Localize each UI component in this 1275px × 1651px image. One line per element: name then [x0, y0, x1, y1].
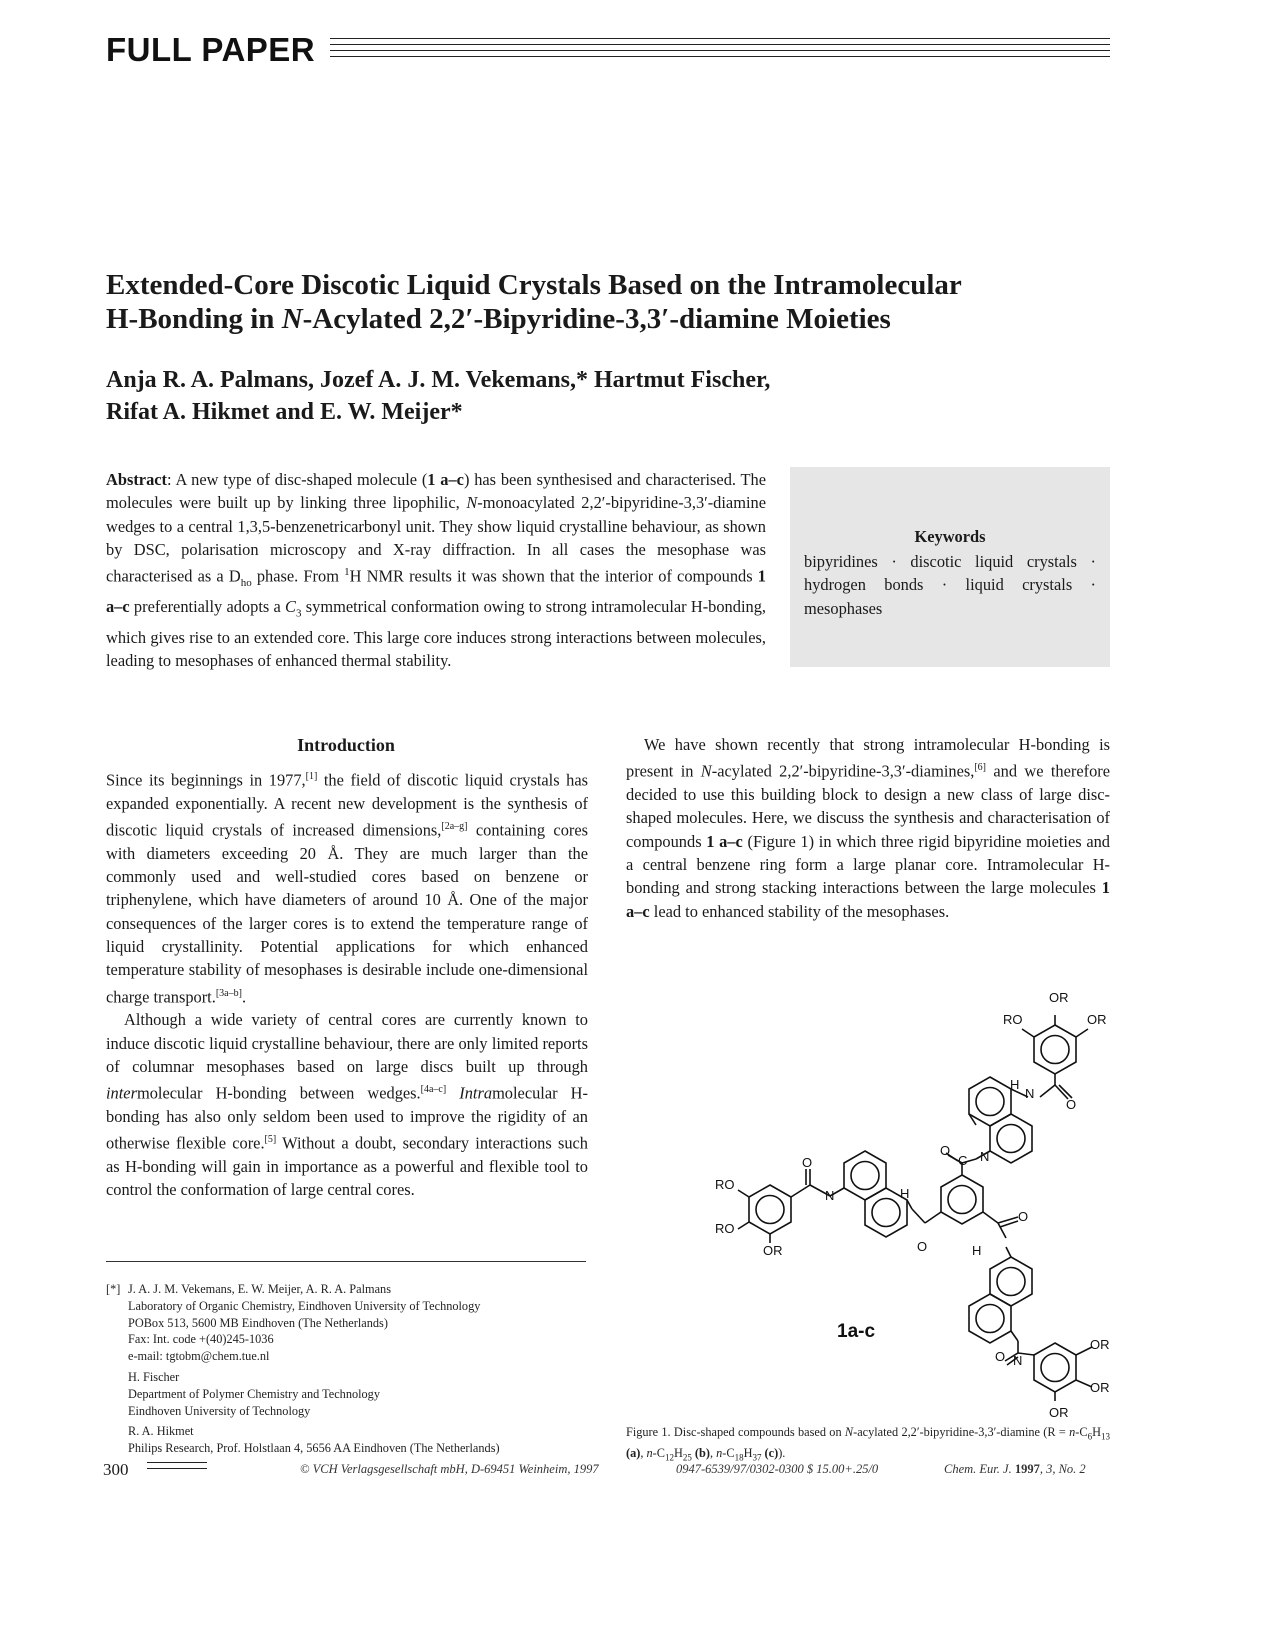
label-or-bottom-right: OR [1090, 1337, 1110, 1352]
paragraph [106, 765, 588, 1008]
keywords-list: bipyridines · discotic liquid crystals · hydrogen bonds · liquid crystals · mesophases [804, 552, 1096, 618]
body-text: Since its beginnings in 1977, [106, 770, 306, 790]
caption-text: Figure 1. Disc-shaped compounds based on [626, 1425, 845, 1439]
compound-ref: 1 a–c [106, 566, 766, 617]
body-text: and we therefore decided to use this building block to design a new class of large disc-shaped molecules. Here, we discuss the synthesis and characterisation of compounds [626, 761, 1110, 851]
footnote-line: J. A. J. M. Vekemans, E. W. Meijer, A. R. A. Palmans [128, 1282, 391, 1296]
footnote-line: R. A. Hikmet [128, 1424, 194, 1439]
body-text: containing cores with diameters exceeding 20 Å. They are much larger than the commonly used and well-studied cores based on benzene or triphenylene, which have diameters of around 10 Å. One of the major consequences of the larger cores is to extend the temperature range of liquid crystallinity. Potential applications for which enhanced temperature stability of mesophases is desirable include one-dimensional charge transport. [106, 820, 589, 1007]
caption-italic: n [646, 1446, 653, 1461]
footer-journal [944, 1462, 1086, 1477]
footer-issn: 0947-6539/97/0302-0300 $ 15.00+.25/0 [676, 1462, 879, 1476]
caption-text: H [743, 1446, 753, 1461]
aryl-ring-top [1022, 1015, 1088, 1085]
right-column [626, 733, 1110, 923]
label-or-bottom-right-2: OR [1090, 1380, 1110, 1395]
symmetry-subscript: 3 [295, 607, 302, 620]
chemical-structure-figure [700, 985, 1130, 1425]
citation: [6] [974, 762, 986, 774]
abstract-text: symmetrical conformation owing to strong intramolecular H-bonding, which gives rise to an extended core. This large core induces strong interactions between molecules, leading to mesophases of enhanced thermal stability. [106, 597, 766, 671]
footnote-line: Fax: Int. code +(40)245-1036 [128, 1332, 274, 1347]
footnotes [106, 1281, 596, 1461]
body-text: -acylated 2,2′-bipyridine-3,3′-diamines, [711, 761, 975, 781]
italic-text: inter [106, 1083, 137, 1103]
compound-ref: 1 a–c [626, 878, 1110, 921]
caption-sub: 13 [1100, 1431, 1110, 1442]
page-number-rules [147, 1462, 207, 1474]
body-text: . [241, 987, 247, 1007]
label-o: O [917, 1239, 928, 1254]
caption-bold: (b) [691, 1446, 710, 1461]
footnote-line: e-mail: tgtobm@chem.tue.nl [128, 1349, 270, 1364]
compound-label: 1a-c [837, 1321, 876, 1342]
author-list [106, 364, 1106, 428]
body-text: molecular H-bonding has also only seldom been used to improve the rigidity of an otherwise flexible core. [106, 1083, 588, 1153]
affiliation-2 [106, 1369, 596, 1419]
header-rules [330, 38, 1110, 68]
label-o: O [1018, 1209, 1029, 1224]
bipyridine-upper [969, 1077, 1035, 1163]
affiliation-1 [106, 1281, 596, 1365]
abstract-text: preferentially adopts a [129, 597, 286, 617]
section-label: FULL PAPER [106, 31, 316, 68]
paragraph [106, 1008, 588, 1201]
keywords-heading: Keywords [914, 527, 986, 546]
citation: [5] [264, 1134, 277, 1146]
body-text: lead to enhanced stability of the mesophases. [649, 901, 950, 921]
italic-text: Intra [446, 1083, 493, 1103]
caption-text: ). [778, 1446, 786, 1461]
journal-issue: , 3, No. 2 [1039, 1462, 1086, 1476]
label-o: O [995, 1349, 1006, 1364]
abstract-label: Abstract [106, 470, 167, 489]
caption-text: -C [1075, 1425, 1088, 1439]
authors-line-1: Anja R. A. Palmans, Jozef A. J. M. Vekemans,* Hartmut Fischer, [106, 367, 771, 393]
bipyridine-left [830, 1151, 925, 1237]
paragraph [626, 733, 1110, 923]
label-o: O [802, 1155, 813, 1170]
page-number: 300 [103, 1460, 129, 1479]
footnote-mark: [*] [106, 1282, 121, 1296]
compound-ref: 1 a–c [427, 470, 464, 489]
abstract [106, 468, 766, 672]
body-text: molecular H-bonding between wedges. [136, 1083, 421, 1103]
label-or-bottom: OR [1049, 1405, 1069, 1420]
citation: [1] [305, 771, 318, 782]
symmetry-symbol: C [285, 597, 296, 617]
caption-italic: N [844, 1425, 854, 1439]
abstract-italic: N [466, 493, 478, 513]
citation: [4a–c] [420, 1084, 447, 1096]
label-n: N [825, 1188, 835, 1203]
caption-bold: (a) [626, 1446, 641, 1461]
phase-subscript: ho [240, 576, 252, 589]
keywords-box [790, 467, 1110, 667]
label-h: H [1010, 1077, 1020, 1092]
label-ro-left: RO [715, 1177, 735, 1192]
figure-caption [626, 1424, 1110, 1466]
affiliation-3 [106, 1423, 596, 1457]
paper-title [106, 268, 1106, 336]
caption-sub: 18 [734, 1452, 744, 1463]
caption-sub: 37 [752, 1452, 762, 1463]
nmr-superscript: 1 [344, 566, 350, 579]
abstract-text: phase. From [251, 566, 345, 586]
label-n: N [1013, 1353, 1023, 1368]
footnote-line: Eindhoven University of Technology [128, 1403, 311, 1418]
journal-year: 1997 [1014, 1462, 1040, 1476]
label-o: O [940, 1143, 951, 1158]
label-o: O [1066, 1097, 1077, 1112]
caption-text: -C [722, 1446, 735, 1461]
citation: [3a–b] [215, 987, 242, 999]
caption-sub: 12 [664, 1452, 674, 1463]
label-h: H [900, 1186, 910, 1201]
body-text: Although a wide variety of central cores are currently known to induce discotic liquid crystalline behaviour, there are only limited reports of columnar mesophases based on large discs built up through [106, 1010, 588, 1076]
journal-name: Chem. Eur. J. [944, 1462, 1015, 1476]
left-column [106, 765, 588, 1202]
label-or-left: OR [763, 1243, 783, 1258]
italic-text: N [700, 761, 712, 781]
compound-ref: 1 a–c [706, 831, 743, 851]
abstract-text: -monoacylated 2,2′-bipyridine-3,3′-diamine wedges to a central 1,3,5-benzenetricarbonyl unit. They show liquid crystalline behaviour, as shown by DSC, polarisation microscopy and X-ray diffraction. In all cases the mesophase was characterised as a D [106, 493, 766, 586]
body-text: We have shown recently that strong intramolecular H-bonding is present in [626, 735, 1110, 781]
footer-publisher: © VCH Verlagsgesellschaft mbH, D-69451 Weinheim, 1997 [300, 1462, 599, 1476]
caption-bold: (c) [761, 1446, 779, 1461]
caption-text: , [640, 1446, 647, 1461]
label-ro-left-2: RO [715, 1221, 735, 1236]
section-heading-introduction: Introduction [297, 735, 395, 755]
authors-line-2: Rifat A. Hikmet and E. W. Meijer* [106, 399, 463, 425]
caption-text: -acylated 2,2′-bipyridine-3,3′-diamine (R = [853, 1425, 1070, 1439]
footnote-line: H. Fischer [128, 1369, 180, 1384]
aryl-ring-left [738, 1169, 830, 1243]
caption-sub: 6 [1087, 1431, 1093, 1442]
footnote-line: Department of Polymer Chemistry and Technology [128, 1386, 380, 1401]
caption-sub: 25 [682, 1452, 692, 1463]
abstract-text: ) has been synthesised and characterised. The molecules were built up by linking three lipophilic, [106, 470, 766, 513]
abstract-text: : A new type of disc-shaped molecule ( [167, 470, 428, 489]
body-text: Without a doubt, secondary interactions such as H-bonding will gain in importance as a powerful and flexible tool to control the conformation of large central cores. [106, 1133, 589, 1200]
caption-text: , [709, 1446, 717, 1461]
caption-italic: n [716, 1446, 723, 1461]
caption-text: H [1092, 1425, 1101, 1439]
label-n: N [1025, 1086, 1035, 1101]
bipyridine-lower [969, 1217, 1032, 1353]
footnote-rule [106, 1261, 586, 1262]
title-line-1: Extended-Core Discotic Liquid Crystals Based on the Intramolecular [106, 269, 962, 301]
title-italic-n: N [281, 303, 303, 335]
label-n: N [980, 1149, 990, 1164]
title-line-2-pre: H-Bonding in [106, 303, 282, 335]
footnote-line: Philips Research, Prof. Holstlaan 4, 5656 AA Eindhoven (The Netherlands) [128, 1441, 500, 1456]
caption-italic: n [1069, 1425, 1076, 1439]
label-h: H [972, 1243, 982, 1258]
label-c: C [958, 1153, 968, 1168]
body-text: (Figure 1) in which three rigid bipyridine moieties and a central benzene ring form a large planar core. Intramolecular H-bonding and strong stacking interactions between the large molecules [626, 831, 1110, 898]
caption-text: -C [652, 1446, 665, 1461]
citation: [2a–g] [441, 821, 468, 833]
abstract-text: H NMR results it was shown that the interior of compounds [349, 566, 758, 586]
title-line-2-post: -Acylated 2,2′-Bipyridine-3,3′-diamine Moieties [302, 303, 891, 335]
body-text: the field of discotic liquid crystals has expanded exponentially. A recent new development is the synthesis of discotic liquid crystals of increased dimensions, [106, 770, 589, 840]
label-ro-top: RO [1003, 1012, 1023, 1027]
label-or-top-right: OR [1087, 1012, 1107, 1027]
caption-text: H [673, 1446, 683, 1461]
label-or-top: OR [1049, 990, 1069, 1005]
footnote-line: Laboratory of Organic Chemistry, Eindhoven University of Technology [128, 1298, 481, 1313]
footnote-line: POBox 513, 5600 MB Eindhoven (The Netherlands) [128, 1315, 388, 1330]
